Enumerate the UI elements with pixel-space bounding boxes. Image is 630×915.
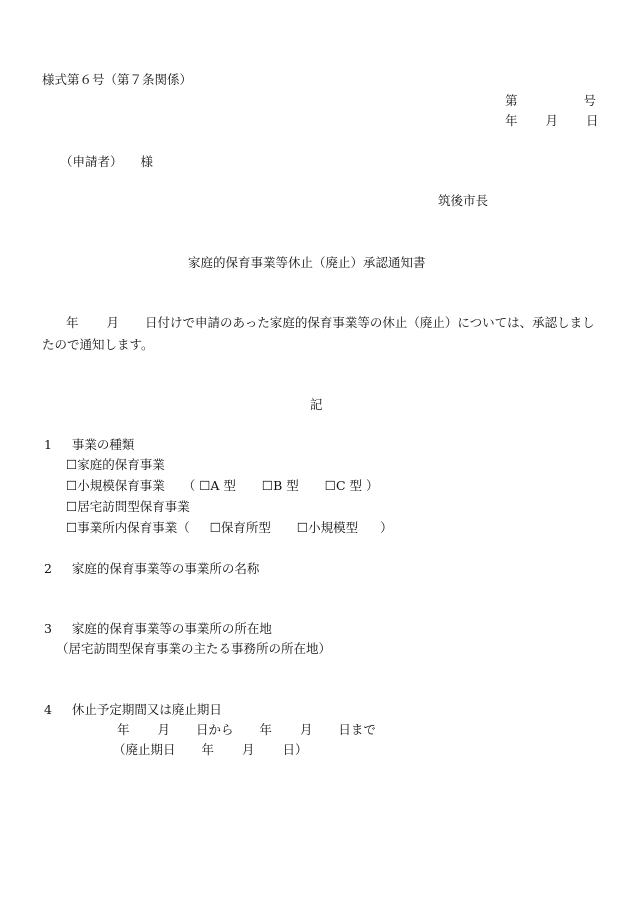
paren-open: （ (182, 478, 196, 493)
option-label: 家庭的保育事業 (77, 457, 165, 472)
body-month: 月 (106, 315, 119, 330)
section-1-heading (44, 435, 134, 453)
option-label: 居宅訪問型保育事業 (77, 499, 190, 514)
section-3-note: （居宅訪問型保育事業の主たる事務所の所在地） (56, 641, 332, 656)
option-label: 小規模保育事業 (77, 478, 165, 493)
checkbox-icon[interactable]: ☐ (199, 478, 211, 493)
date-month: 月 (545, 113, 558, 128)
type-a-label: A 型 (210, 478, 236, 493)
document-number (505, 91, 596, 109)
option-workplace (66, 518, 393, 536)
section-1-number: 1 (44, 437, 52, 452)
section-4-number: 4 (44, 702, 52, 717)
abolition-month: 月 (241, 742, 255, 757)
body-line-1 (66, 313, 595, 331)
issuer: 筑後市長 (438, 193, 489, 208)
option-home-visit[interactable] (66, 497, 190, 515)
abolition-day: 日） (282, 742, 308, 757)
option-family-daycare[interactable] (66, 455, 165, 473)
until-day: 日まで (338, 722, 376, 737)
abolition-year: 年 (201, 742, 214, 757)
paren-close: ） (380, 520, 393, 535)
honorific: 様 (140, 154, 153, 169)
number-suffix: 号 (583, 93, 596, 108)
abolition-label: （廃止期日 (113, 742, 176, 757)
addressee (60, 152, 153, 170)
from-month: 月 (157, 722, 170, 737)
number-prefix: 第 (505, 93, 518, 108)
applicant-label: （申請者） (60, 154, 123, 169)
from-year: 年 (117, 722, 130, 737)
section-3-number: 3 (44, 621, 52, 636)
document-title: 家庭的保育事業等休止（廃止）承認通知書 (188, 255, 426, 270)
checkbox-icon[interactable]: ☐ (261, 478, 274, 493)
section-4-heading (44, 700, 222, 718)
checkbox-icon[interactable]: ☐ (66, 499, 78, 514)
small-type-label: 小規模型 (308, 520, 359, 535)
checkbox-icon[interactable]: ☐ (324, 478, 336, 493)
checkbox-icon[interactable]: ☐ (209, 520, 221, 535)
option-label: 事業所内保育事業（ (77, 520, 190, 535)
section-3-heading (44, 619, 272, 637)
until-year: 年 (259, 722, 272, 737)
body-year: 年 (66, 315, 79, 330)
type-b-label: B 型 (273, 478, 299, 493)
date-year: 年 (505, 113, 518, 128)
section-4-title: 休止予定期間又は廃止期日 (71, 702, 222, 717)
suspension-period (117, 720, 376, 738)
section-2-number: 2 (44, 561, 52, 576)
ki-heading: 記 (310, 397, 323, 412)
type-c-label: C 型 (335, 478, 363, 493)
until-month: 月 (299, 722, 313, 737)
section-2-heading (44, 559, 259, 577)
section-2-title: 家庭的保育事業等の事業所の名称 (71, 561, 260, 576)
body-line-2: たので通知します。 (42, 337, 154, 352)
checkbox-icon[interactable]: ☐ (296, 520, 309, 535)
form-id: 様式第６号（第７条関係） (42, 72, 193, 87)
abolition-date (113, 740, 307, 758)
date-day: 日 (585, 113, 599, 128)
paren-close: ） (366, 478, 379, 493)
checkbox-icon[interactable]: ☐ (66, 520, 78, 535)
section-3-title: 家庭的保育事業等の事業所の所在地 (71, 621, 272, 636)
body-text-1: 日付けで申請のあった家庭的保育事業等の休止（廃止）については、承認しまし (144, 315, 595, 330)
document-date (505, 111, 598, 129)
section-1-title: 事業の種類 (71, 437, 135, 452)
checkbox-icon[interactable]: ☐ (66, 478, 78, 493)
option-small-scale (66, 476, 379, 494)
nursery-type-label: 保育所型 (220, 520, 271, 535)
from-day: 日から (195, 722, 234, 737)
checkbox-icon[interactable]: ☐ (66, 457, 78, 472)
